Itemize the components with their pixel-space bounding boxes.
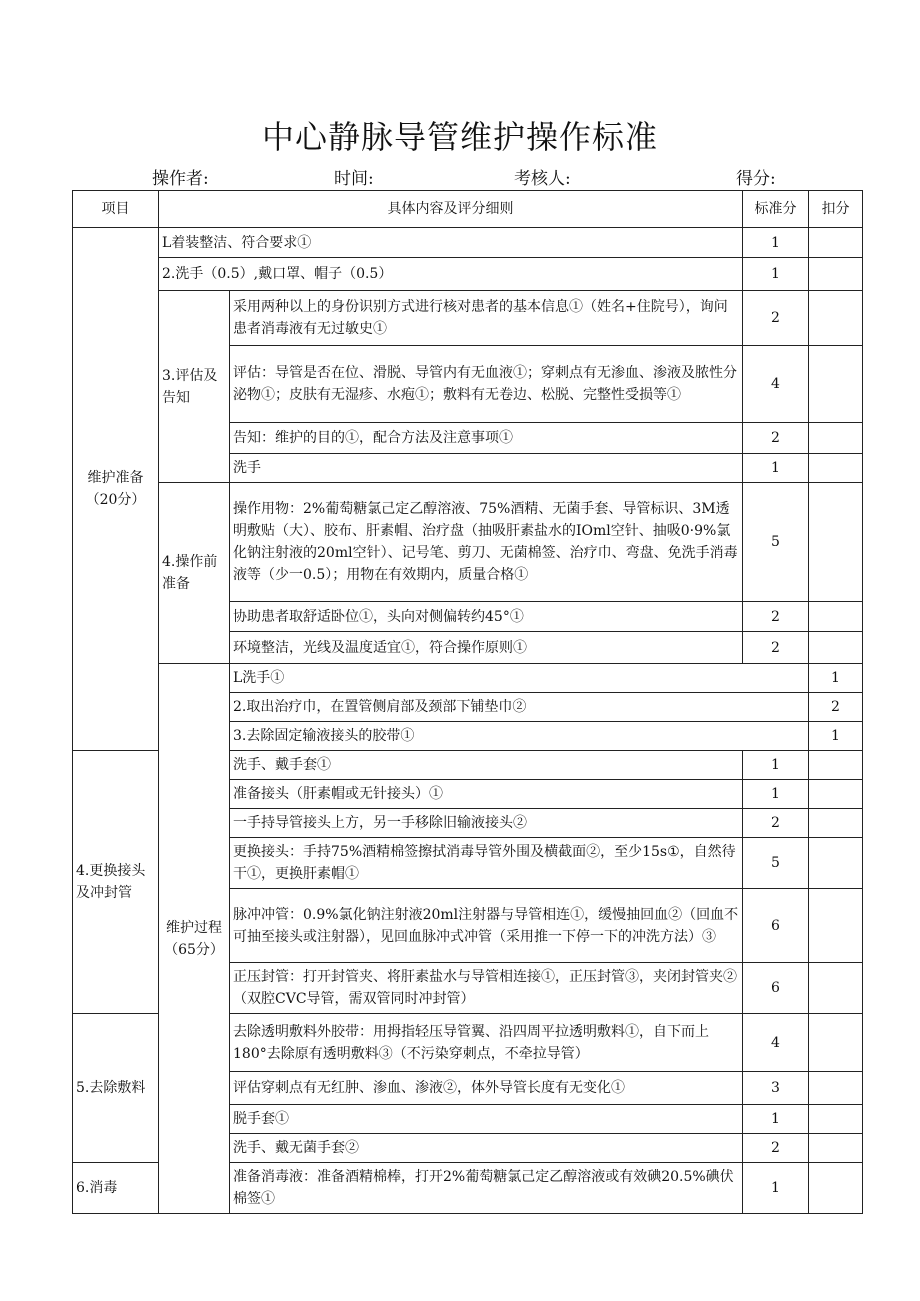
item-text: 正压封管：打开封管夹、将肝素盐水与导管相连接①，正压封管③，夹闭封管夹②（双腔CVC导管，需双管同时冲封管） (230, 963, 743, 1014)
section-label: 维护准备（20分） (73, 228, 159, 751)
item-text: 评估穿刺点有无红肿、渗血、渗液②，体外导管长度有无变化① (230, 1072, 743, 1105)
item-text: 评估：导管是否在位、滑脱、导管内有无血液①；穿刺点有无渗血、渗液及脓性分泌物①；皮肤有无湿疹、水疱①；敷料有无卷边、松脱、完整性受损等① (230, 346, 743, 423)
standard-score: 1 (743, 228, 809, 258)
item-text: 协助患者取舒适卧位①，头向对侧偏转约45°① (230, 602, 743, 632)
standard-score: 4 (743, 1014, 809, 1072)
item-text: 洗手 (230, 454, 743, 483)
standard-score: 2 (743, 291, 809, 346)
standard-score: 1 (743, 780, 809, 809)
deduct-cell[interactable] (809, 423, 863, 454)
score-label: 得分: (736, 169, 776, 189)
deduct-cell[interactable] (809, 1105, 863, 1134)
item-text: 告知：维护的目的①，配合方法及注意事项① (230, 423, 743, 454)
table-row (73, 483, 863, 602)
standard-score: 3 (743, 1072, 809, 1105)
scoring-table (72, 190, 863, 1214)
deduct-cell[interactable] (809, 1014, 863, 1072)
deduct-cell[interactable] (809, 1163, 863, 1214)
header-item: 项目 (73, 191, 159, 228)
item-text: 采用两种以上的身份识别方式进行核对患者的基本信息①（姓名+住院号），询问患者消毒液有无过敏史① (230, 291, 743, 346)
deduct-cell[interactable] (809, 751, 863, 780)
deduct-cell[interactable] (809, 838, 863, 889)
deduct-cell[interactable] (809, 454, 863, 483)
header-deduct: 扣分 (809, 191, 863, 228)
standard-score: 6 (743, 889, 809, 963)
item-text: 准备接头（肝素帽或无针接头）① (230, 780, 743, 809)
table-row (73, 258, 863, 291)
standard-score: 2 (743, 632, 809, 664)
table-row (73, 291, 863, 346)
standard-score: 4 (743, 346, 809, 423)
deduct-cell[interactable] (809, 809, 863, 838)
standard-score: 2 (743, 809, 809, 838)
deduct-cell[interactable] (809, 632, 863, 664)
item-text: 脱手套① (230, 1105, 743, 1134)
subsection-label: 5.去除敷料 (73, 1014, 159, 1163)
item-text: L着装整洁、符合要求① (159, 228, 743, 258)
operator-label: 操作者: (152, 169, 209, 189)
item-text: 2.取出治疗巾，在置管侧肩部及颈部下铺垫巾② (230, 693, 809, 722)
deduct-cell[interactable] (809, 1072, 863, 1105)
standard-score: 5 (743, 483, 809, 602)
subsection-label: 6.消毒 (73, 1163, 159, 1214)
item-text: 洗手、戴无菌手套② (230, 1134, 743, 1163)
standard-score: 2 (809, 693, 863, 722)
standard-score: 6 (743, 963, 809, 1014)
section-label: 维护过程（65分） (159, 664, 230, 1214)
subsection-label: 3.评估及告知 (159, 291, 230, 483)
item-text: 3.去除固定输液接头的胶带① (230, 722, 809, 751)
deduct-cell[interactable] (809, 1134, 863, 1163)
table-row (73, 228, 863, 258)
item-text: 更换接头：手持75%酒精棉签擦拭消毒导管外围及横截面②，至少15s①，自然待干①，更换肝素帽① (230, 838, 743, 889)
subsection-label: 4.更换接头及冲封管 (73, 751, 159, 1014)
item-text: L洗手① (230, 664, 809, 693)
item-text: 环境整洁，光线及温度适宜①，符合操作原则① (230, 632, 743, 664)
standard-score: 5 (743, 838, 809, 889)
item-text: 去除透明敷料外胶带：用拇指轻压导管翼、沿四周平拉透明敷料①，自下而上180°去除原有透明敷料③（不污染穿刺点，不牵拉导管） (230, 1014, 743, 1072)
standard-score: 1 (743, 454, 809, 483)
standard-score: 2 (743, 1134, 809, 1163)
header-content: 具体内容及评分细则 (159, 191, 743, 228)
standard-score: 1 (743, 258, 809, 291)
deduct-cell[interactable] (809, 963, 863, 1014)
deduct-cell[interactable] (809, 291, 863, 346)
deduct-cell[interactable] (809, 780, 863, 809)
standard-score: 2 (743, 602, 809, 632)
subsection-label: 4.操作前准备 (159, 483, 230, 664)
deduct-cell[interactable] (809, 483, 863, 602)
item-text: 操作用物：2%葡萄糖氯己定乙醇溶液、75%酒精、无菌手套、导管标识、3M透明敷贴（大）、胶布、肝素帽、治疗盘（抽吸肝素盐水的IOml空针、抽吸0·9%氯化钠注射液的20ml空针）、记号笔、剪刀、无菌棉签、治疗巾、弯盘、免洗手消毒液等（少一0.5）；用物在有效期内，质量合格① (230, 483, 743, 602)
item-text: 准备消毒液：准备酒精棉棒，打开2%葡萄糖氯己定乙醇溶液或有效碘20.5%碘伏棉签① (230, 1163, 743, 1214)
standard-score: 1 (743, 751, 809, 780)
reviewer-label: 考核人: (514, 169, 571, 189)
item-text: 洗手、戴手套① (230, 751, 743, 780)
item-text: 一手持导管接头上方，另一手移除旧输液接头② (230, 809, 743, 838)
standard-score: 1 (743, 1105, 809, 1134)
header-standard: 标准分 (743, 191, 809, 228)
table-header-row (73, 191, 863, 228)
deduct-cell[interactable] (809, 889, 863, 963)
deduct-cell[interactable] (809, 346, 863, 423)
standard-score: 1 (809, 722, 863, 751)
page-title: 中心静脉导管维护操作标准 (261, 118, 658, 156)
item-text: 2.洗手（0.5）,戴口罩、帽子（0.5） (159, 258, 743, 291)
deduct-cell[interactable] (809, 228, 863, 258)
standard-score: 1 (743, 1163, 809, 1214)
item-text: 脉冲冲管：0.9%氯化钠注射液20ml注射器与导管相连①，缓慢抽回血②（回血不可抽至接头或注射器），见回血脉冲式冲管（采用推一下停一下的冲洗方法）③ (230, 889, 743, 963)
table-row (73, 664, 863, 693)
time-label: 时间: (334, 169, 374, 189)
deduct-cell[interactable] (809, 258, 863, 291)
standard-score: 2 (743, 423, 809, 454)
deduct-cell[interactable] (809, 602, 863, 632)
standard-score: 1 (809, 664, 863, 693)
